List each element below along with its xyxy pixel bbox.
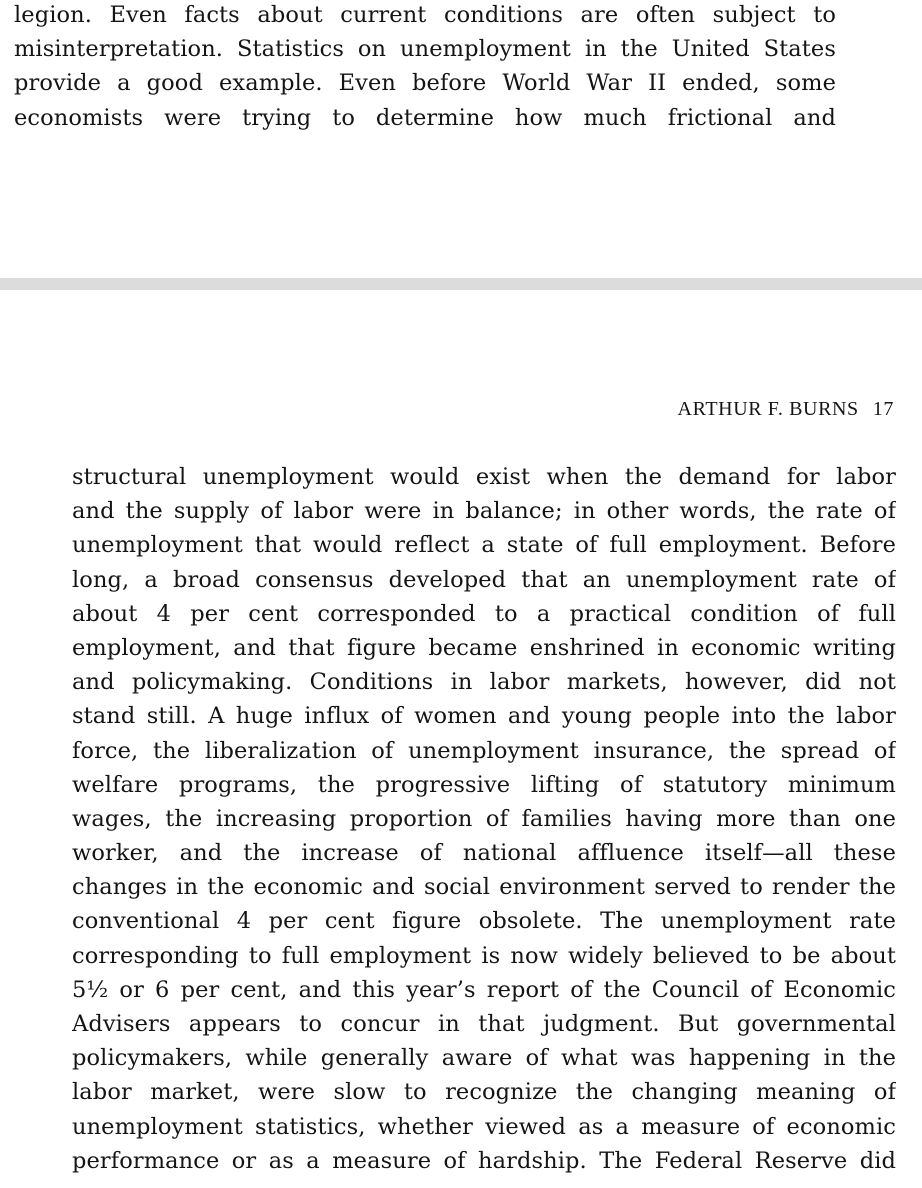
text-line: force, the liberalization of unemployment insurance, the spread of: [72, 737, 896, 764]
text-line: conventional 4 per cent figure obsolete. The unemployment rate: [72, 908, 896, 935]
text-line: 5½ or 6 per cent, and this year’s report of the Council of Economic: [72, 976, 896, 1003]
text-line: labor market, were slow to recognize the changing meaning of: [72, 1079, 896, 1106]
text-line: unemployment that would reflect a state of full employment. Before: [72, 532, 896, 559]
text-line: corresponding to full employment is now widely believed to be about: [72, 942, 896, 969]
text-line: changes in the economic and social environment served to render the: [72, 874, 896, 901]
running-head: [678, 398, 894, 421]
text-line: worker, and the increase of national affluence itself—all these: [72, 840, 896, 867]
bottom-page: [0, 290, 922, 1188]
text-line: stand still. A huge influx of women and young people into the labor: [72, 703, 896, 730]
top-page-text: [14, 0, 836, 135]
text-line: and the supply of labor were in balance; in other words, the rate of: [72, 498, 896, 525]
text-line: and policymaking. Conditions in labor markets, however, did not: [72, 669, 896, 696]
page-number: 17: [872, 398, 894, 420]
text-line: misinterpretation. Statistics on unemployment in the United States: [14, 36, 836, 63]
text-line: provide a good example. Even before World War II ended, some: [14, 70, 836, 97]
bottom-page-text: [72, 460, 896, 1178]
text-line: Advisers appears to concur in that judgment. But governmental: [72, 1011, 896, 1037]
running-head-author: ARTHUR F. BURNS: [677, 398, 859, 420]
text-line: performance or as a measure of hardship. The Federal Reserve did: [72, 1147, 896, 1174]
text-line: welfare programs, the progressive lifting of statutory minimum: [72, 771, 896, 798]
page-separator: [0, 278, 922, 290]
text-line: wages, the increasing proportion of families having more than one: [72, 805, 896, 832]
text-line: about 4 per cent corresponded to a practical condition of full: [72, 600, 896, 627]
text-line: unemployment statistics, whether viewed as a measure of economic: [72, 1113, 896, 1140]
text-line: legion. Even facts about current conditions are often subject to: [14, 2, 836, 28]
text-line: policymakers, while generally aware of what was happening in the: [72, 1045, 896, 1072]
text-line: long, a broad consensus developed that an unemployment rate of: [72, 566, 896, 593]
top-page: [0, 0, 922, 278]
text-line: structural unemployment would exist when the demand for labor: [72, 464, 896, 490]
text-line: economists were trying to determine how much frictional and: [14, 104, 836, 131]
text-line: employment, and that figure became enshrined in economic writing: [72, 634, 896, 661]
